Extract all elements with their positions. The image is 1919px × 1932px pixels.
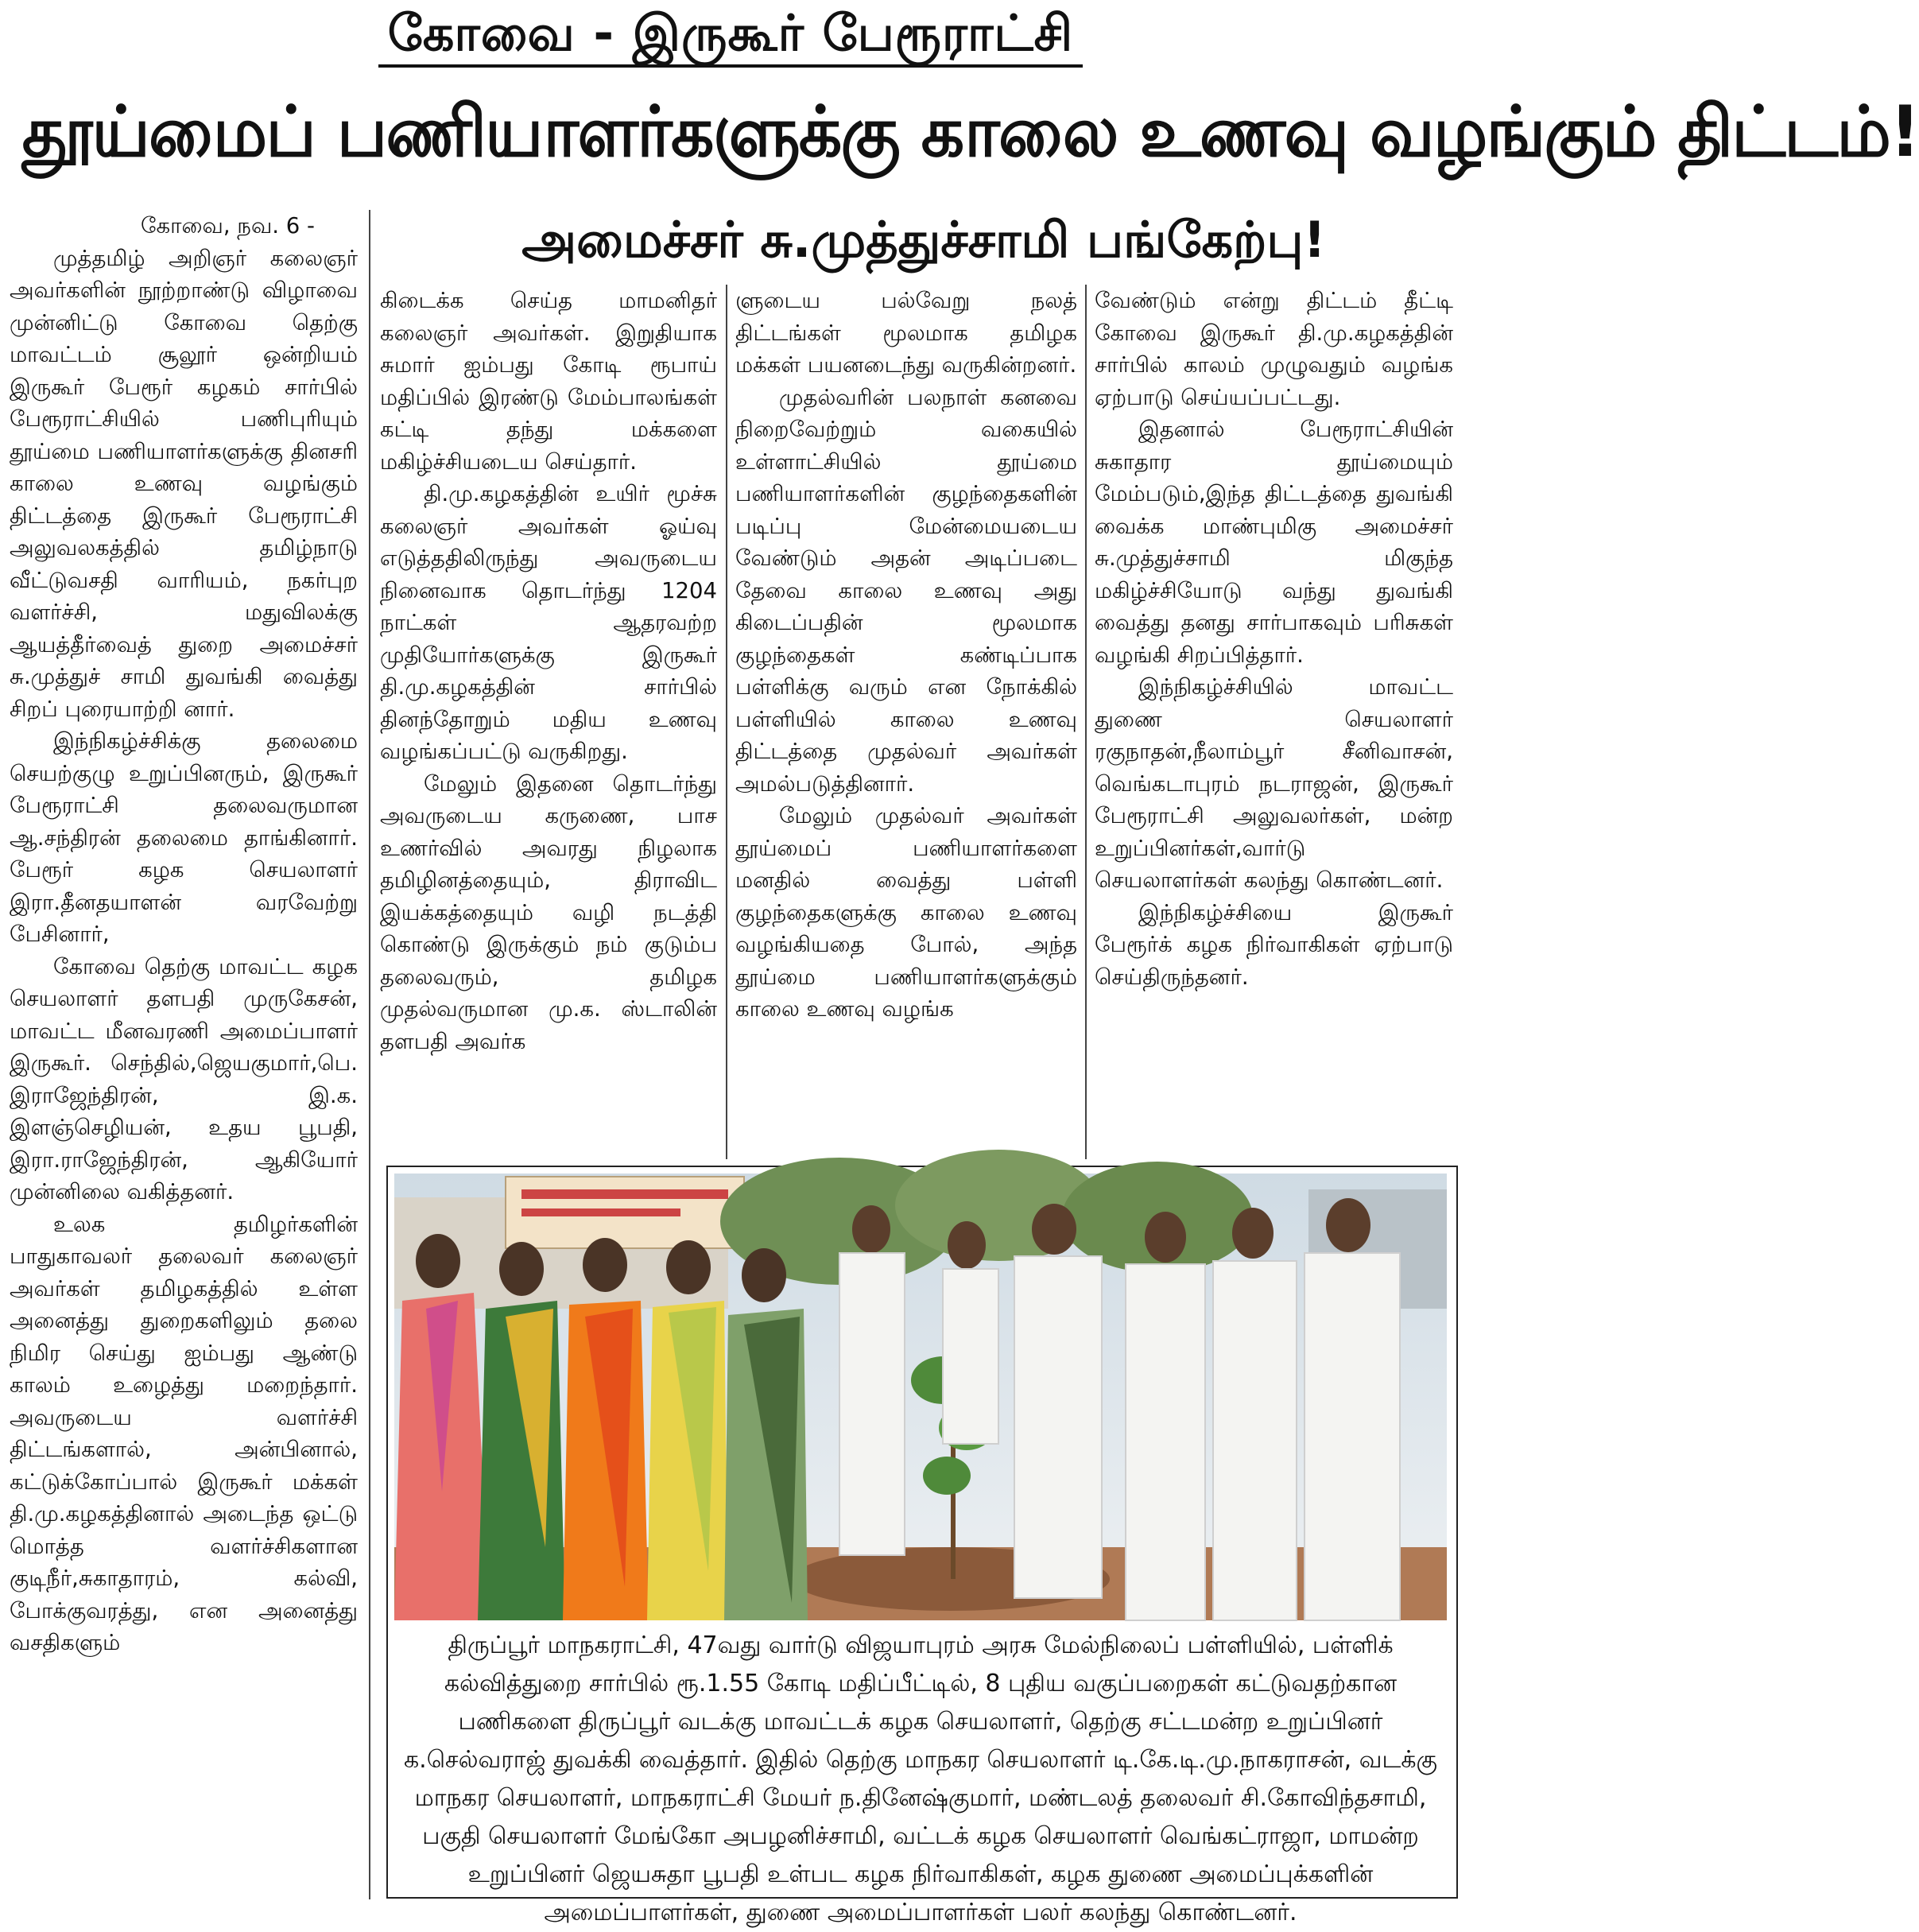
headline: தூய்மைப் பணியாளர்களுக்கு காலை உணவு வழங்கும் திட்டம்! (21, 91, 1919, 173)
paragraph: தி.மு.கழகத்தின் உயிர் மூச்சு கலைஞர் அவர்கள் ஓய்வு எடுத்ததிலிருந்து அவருடைய நினைவாக தொடர்ந்து 1204 நாட்கள் ஆதரவற்ற முதியோர்களுக்கு இருகூர் தி.மு.கழகத்தின் சார்பில் தினந்தோறும் மதிய உணவு வழங்கப்பட்டு வருகிறது. (380, 481, 717, 764)
news-photo (394, 1174, 1447, 1620)
paragraph: இந்நிகழ்ச்சிக்கு தலைமை செயற்குழு உறுப்பினரும், இருகூர் பேரூராட்சி தலைவருமான ஆ.சந்திரன் தலைமை தாங்கினார். பேரூர் கழக செயலாளர் இரா.தீனதயாளன் வரவேற்று பேசினார், (10, 728, 358, 947)
paragraph: மேலும் இதனை தொடர்ந்து அவருடைய கருணை, பாச உணர்வில் அவரது நிழலாக தமிழினத்தையும், திராவிட இயக்கத்தையும் வழி நடத்தி கொண்டு இருக்கும் நம் குடும்ப தலைவரும், தமிழக முதல்வருமான மு.க. ஸ்டாலின் தளபதி அவர்க (380, 770, 717, 1054)
article-column-2 (380, 285, 717, 1159)
dateline: கோவை, நவ. 6 - (141, 213, 315, 239)
news-photo-box (386, 1166, 1458, 1926)
article-column-3 (735, 285, 1077, 1159)
column-divider (369, 210, 370, 1899)
column-divider (726, 285, 727, 1159)
paragraph: இந்நிகழ்ச்சியை இருகூர் பேரூர்க் கழக நிர்வாகிகள் ஏற்பாடு செய்திருந்தனர். (1095, 899, 1453, 990)
column-divider (1085, 285, 1087, 1159)
kicker-text: கோவை - இருகூர் பேரூராட்சி (378, 5, 1084, 68)
section-kicker (0, 5, 1461, 68)
photo-illustration (394, 1174, 1447, 1620)
paragraph: மேலும் முதல்வர் அவர்கள் தூய்மைப் பணியாளர்களை மனதில் வைத்து பள்ளி குழந்தைகளுக்கு காலை உணவு வழங்கியதை போல், அந்த தூய்மை பணியாளர்களுக்கும் காலை உணவு வழங்க (735, 803, 1077, 1022)
paragraph: இந்நிகழ்ச்சியில் மாவட்ட துணை செயலாளர் ரகுநாதன்,நீலாம்பூர் சீனிவாசன், வெங்கடாபுரம் நடராஜன், இருகூர் பேரூராட்சி அலுவலர்கள், மன்ற உறுப்பினர்கள்,வார்டு செயலாளர்கள் கலந்து கொண்டனர். (1095, 674, 1453, 893)
paragraph: உலக தமிழர்களின் பாதுகாவலர் தலைவர் கலைஞர் அவர்கள் தமிழகத்தில் உள்ள அனைத்து துறைகளிலும் தலை நிமிர செய்து ஐம்பது ஆண்டு காலம் உழைத்து மறைந்தார். அவருடைய வளர்ச்சி திட்டங்களால், அன்பினால், கட்டுக்கோப்பால் இருகூர் மக்கள் தி.மு.கழகத்தினால் அடைந்த ஒட்டு மொத்த வளர்ச்சிகளான குடிநீர்,சுகாதாரம், கல்வி, போக்குவரத்து, என அனைத்து வசதிகளும் (10, 1211, 358, 1655)
article-column-4 (1095, 285, 1453, 1159)
article-column-1 (10, 210, 358, 1899)
paragraph: இதனால் பேரூராட்சியின் சுகாதார தூய்மையும் மேம்படும்,இந்த திட்டத்தை துவங்கி வைக்க மாண்புமிகு அமைச்சர் சு.முத்துச்சாமி மிகுந்த மகிழ்ச்சியோடு வந்து துவங்கி வைத்து தனது சார்பாகவும் பரிசுகள் வழங்கி சிறப்பித்தார். (1095, 417, 1453, 668)
paragraph: முத்தமிழ் அறிஞர் கலைஞர் அவர்களின் நூற்றாண்டு விழாவை முன்னிட்டு கோவை தெற்கு மாவட்டம் சூலூர் ஒன்றியம் இருகூர் பேரூர் கழகம் சார்பில் பேரூராட்சியில் பணிபுரியும் தூய்மை பணியாளர்களுக்கு தினசரி காலை உணவு வழங்கும் திட்டத்தை இருகூர் பேரூராட்சி அலுவலகத்தில் தமிழ்நாடு வீட்டுவசதி வாரியம், நகர்புற வளர்ச்சி, மதுவிலக்கு ஆயத்தீர்வைத் துறை அமைச்சர் சு.முத்துச் சாமி துவங்கி வைத்து சிறப் புரையாற்றி னார். (10, 245, 358, 722)
paragraph: கிடைக்க செய்த மாமனிதர் கலைஞர் அவர்கள். இறுதியாக சுமார் ஐம்பது கோடி ரூபாய் மதிப்பில் இரண்டு மேம்பாலங்கள் கட்டி தந்து மக்களை மகிழ்ச்சியடைய செய்தார். (380, 288, 717, 475)
subheadline: அமைச்சர் சு.முத்துச்சாமி பங்கேற்பு! (521, 211, 1326, 269)
paragraph: வேண்டும் என்று திட்டம் தீட்டி கோவை இருகூர் தி.மு.கழகத்தின் சார்பில் காலம் முழுவதும் வழங்க ஏற்பாடு செய்யப்பட்டது. (1095, 288, 1453, 410)
paragraph: கோவை தெற்கு மாவட்ட கழக செயலாளர் தளபதி முருகேசன், மாவட்ட மீனவரணி அமைப்பாளர் இருகூர். செந்தில்,ஜெயகுமார்,பெ. இராஜேந்திரன், இ.க. இளஞ்செழியன், உதய பூபதி, இரா.ராஜேந்திரன், ஆகியோர் முன்னிலை வகித்தனர். (10, 953, 358, 1205)
photo-caption: திருப்பூர் மாநகராட்சி, 47வது வார்டு விஜயாபுரம் அரசு மேல்நிலைப் பள்ளியில், பள்ளிக் கல்வித்துறை சார்பில் ரூ.1.55 கோடி மதிப்பீட்டில், 8 புதிய வகுப்பறைகள் கட்டுவதற்கான பணிகளை திருப்பூர் வடக்கு மாவட்டக் கழக செயலாளர், தெற்கு சட்டமன்ற உறுப்பினர் க.செல்வராஜ் துவக்கி வைத்தார். இதில் தெற்கு மாநகர செயலாளர் டி.கே.டி.மு.நாகராசன், வடக்கு மாநகர செயலாளர், மாநகராட்சி மேயர் ந.தினேஷ்குமார், மண்டலத் தலைவர் சி.கோவிந்தசாமி, பகுதி செயலாளர் மேங்கோ அபழனிச்சாமி, வட்டக் கழக செயலாளர் வெங்கட்ராஜா, மாமன்ற உறுப்பினர் ஜெயசுதா பூபதி உள்பட கழக நிர்வாகிகள், கழக துணை அமைப்புக்களின் அமைப்பாளர்கள், துணை அமைப்பாளர்கள் பலர் கலந்து கொண்டனர். (403, 1631, 1438, 1926)
paragraph: முதல்வரின் பலநாள் கனவை நிறைவேற்றும் வகையில் உள்ளாட்சியில் தூய்மை பணியாளர்களின் குழந்தைகளின் படிப்பு மேன்மையடைய வேண்டும் அதன் அடிப்படை தேவை காலை உணவு அது கிடைப்பதின் மூலமாக குழந்தைகள் கண்டிப்பாக பள்ளிக்கு வரும் என நோக்கில் பள்ளியில் காலை உணவு திட்டத்தை முதல்வர் அவர்கள் அமல்படுத்தினார். (735, 384, 1077, 797)
paragraph: ளுடைய பல்வேறு நலத் திட்டங்கள் மூலமாக தமிழக மக்கள் பயனடைந்து வருகின்றனர். (735, 288, 1077, 378)
